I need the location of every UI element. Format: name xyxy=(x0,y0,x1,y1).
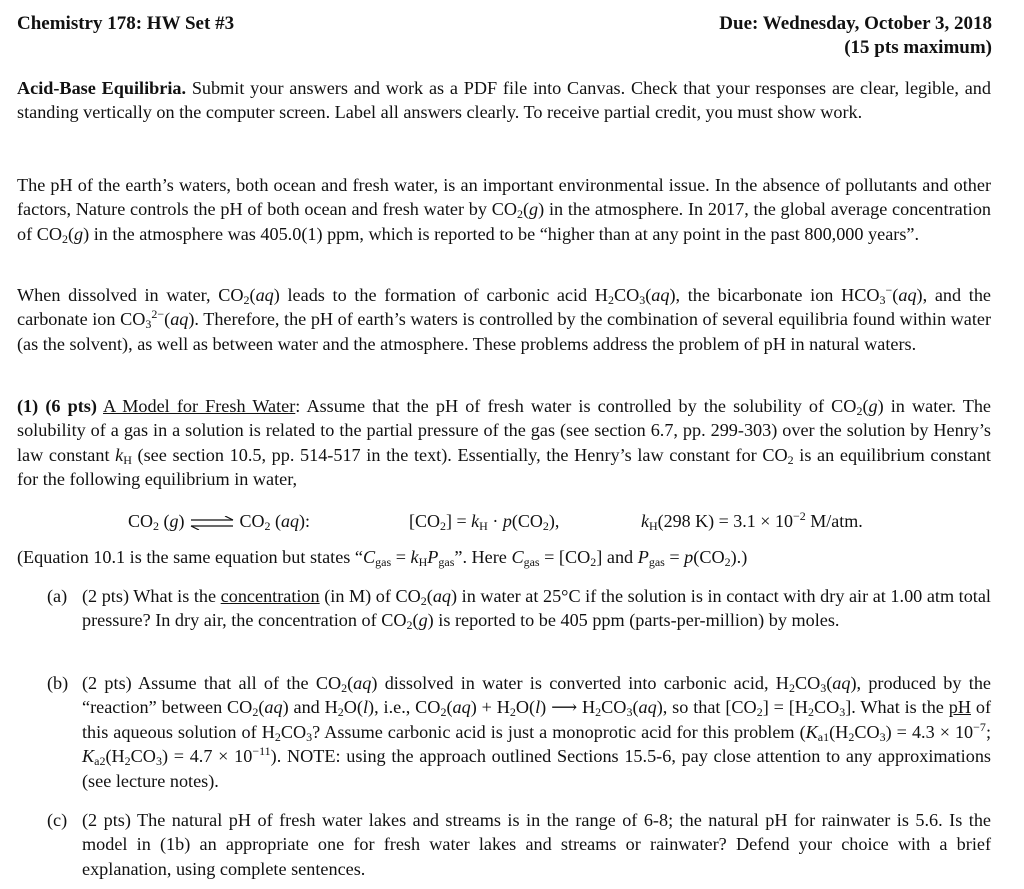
equilibrium-arrow-icon xyxy=(189,516,235,530)
max-points: (15 pts maximum) xyxy=(844,37,992,58)
part-c-label: (c) xyxy=(47,810,68,830)
part-b-text: (2 pts) Assume that all of the $CO_2(aq)$ dissolved in water is converted into carbonic acid, $H_2CO_3(aq)$, produced by the “reaction” between $CO_2(aq)$ and $H_2O(l)$, i.e., $CO_2(aq) + H_2O(l)$ ⟶ $H_2CO_3(aq)$, so that $[CO_2] = [H_2CO_3]$. What is the pH of this aqueous solution of $H_2CO_3$? Assume carbonic acid is just a monoprotic acid for this problem ($K_{a1}(H_2CO_3) = 4.3 \times 10^{-7}$; $K_{a2}(H_2CO_3) = 4.7 \times 10^{-11}$). NOTE: using the approach outlined Sections 15.5-6, pay close attention to any approximations (see lecture notes). xyxy=(82,673,991,791)
course-title: Chemistry 178: HW Set #3 xyxy=(17,13,235,34)
intro-paragraph xyxy=(17,76,991,125)
due-date: Due: Wednesday, October 3, 2018 xyxy=(719,13,992,34)
intro-heading: Acid-Base Equilibria. xyxy=(17,78,187,98)
part-b-label: (b) xyxy=(47,673,69,693)
intro-text: Submit your answers and work as a PDF file into Canvas. Check that your responses are clear, legible, and standing vertically on the computer screen. Label all answers clearly. To receive partial credit, you must show work. xyxy=(17,78,991,123)
henry-expression: $[CO_2] = k_H \cdot p(CO_2)$, xyxy=(409,511,560,533)
equilibrium-reaction: $CO_2$ (g) $CO_2$ (aq): xyxy=(128,511,311,533)
question-number: (1) xyxy=(17,396,39,416)
part-a-text: (2 pts) What is the concentration (in M) of $CO_2(aq)$ in water at 25°C if the solution is in contact with dry air at 1.00 atm total pressure? In dry air, the concentration of $CO_2(g)$ is reported to be 405 ppm (parts-per-million) by moles. xyxy=(82,586,991,633)
part-a-label: (a) xyxy=(47,586,68,606)
equation-note: (Equation 10.1 is the same equation but states “$C_{gas} = k_HP_{gas}$”. Here $C_{gas} = [CO_2]$ and $P_{gas} = p(CO_2)$.) xyxy=(17,547,748,569)
paragraph-equilibria: When dissolved in water, $CO_2(aq)$ leads to the formation of carbonic acid $H_2CO_3(aq)$, the bicarbonate ion $HCO_3^-(aq)$, and the carbonate ion $CO_3^{2-}(aq)$. Therefore, the pH of earth’s waters is controlled by the combination of several equilibria found within water (as the solvent), as well as between water and the atmosphere. These problems address the problem of pH in natural waters. xyxy=(17,283,992,354)
due-block xyxy=(719,12,992,60)
part-c-text: (2 pts) The natural pH of fresh water lakes and streams is in the range of 6-8; the natural pH for rainwater is 5.6. Is the model in (1b) an appropriate one for fresh water lakes and streams or rainwater? Defend your choice with a brief explanation, using complete sentences. xyxy=(82,810,991,879)
paragraph-ph-earth: The pH of the earth’s waters, both ocean and fresh water, is an important environmental issue. In the absence of pollutants and other factors, Nature controls the pH of both ocean and fresh water by $CO_2(g)$ in the atmosphere. In 2017, the global average concentration of $CO_2(g)$ in the atmosphere was 405.0(1) ppm, which is reported to be “higher than at any point in the past 800,000 years”. xyxy=(17,175,992,246)
question-title: A Model for Fresh Water xyxy=(103,396,296,416)
henry-equilibrium-equation xyxy=(0,509,1024,535)
question-points: (6 pts) xyxy=(45,396,97,416)
question-1: (1) (6 pts) A Model for Fresh Water: Assume that the pH of fresh water is controlled by the solubility of $CO_2(g)$ in water. The solubility of a gas in a solution is related to the partial pressure of the gas (see section 6.7, pp. 299-303) over the solution by Henry’s law constant $k_H$ (see section 10.5, pp. 514-517 in the text). Essentially, the Henry’s law constant for $CO_2$ is an equilibrium constant for the following equilibrium in water, xyxy=(17,396,991,490)
henry-constant-value: $k_H(298$ $K) = 3.1 \times 10^{-2}$ M/atm. xyxy=(641,509,863,533)
